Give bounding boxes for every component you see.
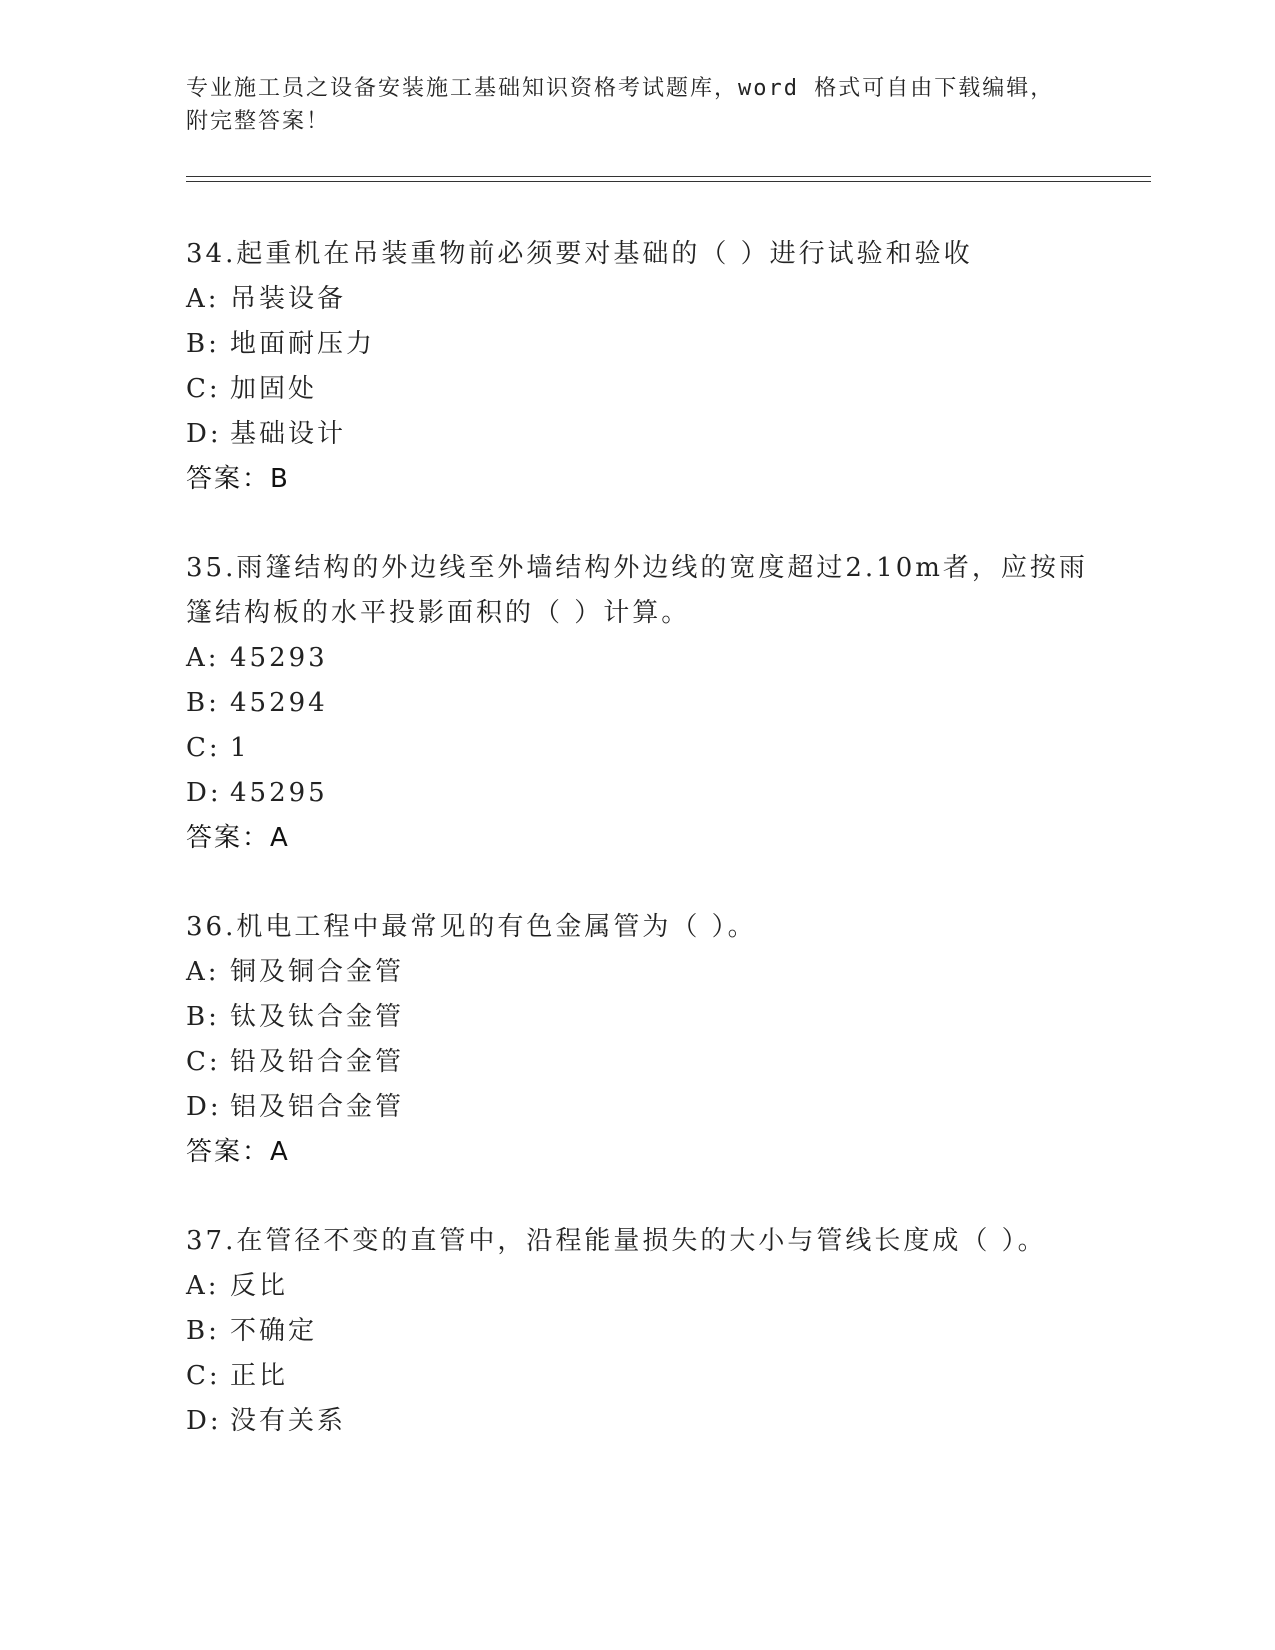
option-key: A: [186, 643, 220, 673]
option-c [186, 367, 1106, 412]
option-key: A: [186, 1271, 220, 1301]
option-key: B: [186, 688, 220, 718]
option-b [186, 995, 1106, 1040]
header-line-1: 专业施工员之设备安装施工基础知识资格考试题库，word 格式可自由下载编辑， [186, 76, 1055, 101]
answer-line: 答案：B [186, 464, 290, 494]
option-key: B: [186, 329, 220, 359]
option-d [186, 1085, 1106, 1130]
answer-line: 答案：A [186, 1137, 290, 1167]
question-list [186, 232, 1106, 1488]
header-divider-top [186, 176, 1151, 177]
option-key: C: [186, 733, 221, 763]
option-text: 45293 [230, 643, 328, 673]
option-text: 铅及铅合金管 [230, 1047, 405, 1077]
option-b [186, 322, 1106, 367]
option-key: C: [186, 1361, 221, 1391]
option-a [186, 277, 1106, 322]
header-divider-bottom [186, 181, 1151, 182]
option-key: B: [186, 1002, 220, 1032]
option-key: C: [186, 1047, 221, 1077]
option-text: 不确定 [230, 1316, 318, 1346]
document-header [186, 72, 1086, 138]
option-text: 钛及钛合金管 [230, 1002, 405, 1032]
option-c [186, 726, 1106, 771]
question-35 [186, 546, 1106, 861]
option-a [186, 950, 1106, 995]
question-stem: 37.在管径不变的直管中，沿程能量损失的大小与管线长度成（ ）。 [186, 1226, 1047, 1256]
question-34 [186, 232, 1106, 502]
option-a [186, 1264, 1106, 1309]
option-b [186, 1309, 1106, 1354]
option-key: D: [186, 1092, 222, 1122]
question-stem: 35.雨篷结构的外边线至外墙结构外边线的宽度超过2.10m者，应按雨篷结构板的水平投影面积的（ ）计算。 [186, 553, 1088, 628]
option-text: 铝及铝合金管 [230, 1092, 405, 1122]
option-text: 基础设计 [230, 419, 347, 449]
option-key: C: [186, 374, 221, 404]
option-d [186, 1399, 1106, 1444]
option-key: A: [186, 284, 220, 314]
option-text: 没有关系 [230, 1406, 347, 1436]
option-b [186, 681, 1106, 726]
option-text: 1 [230, 733, 250, 763]
option-key: B: [186, 1316, 220, 1346]
option-text: 45294 [230, 688, 328, 718]
option-text: 铜及铜合金管 [230, 957, 405, 987]
option-key: D: [186, 1406, 222, 1436]
option-d [186, 771, 1106, 816]
option-text: 地面耐压力 [230, 329, 376, 359]
option-d [186, 412, 1106, 457]
option-text: 反比 [230, 1271, 289, 1301]
option-key: D: [186, 778, 222, 808]
question-stem: 34.起重机在吊装重物前必须要对基础的（ ）进行试验和验收 [186, 239, 973, 269]
header-line-2: 附完整答案！ [186, 109, 331, 134]
option-text: 正比 [230, 1361, 289, 1391]
question-36 [186, 905, 1106, 1175]
question-stem: 36.机电工程中最常见的有色金属管为（ ）。 [186, 912, 757, 942]
option-key: A: [186, 957, 220, 987]
option-a [186, 636, 1106, 681]
option-text: 加固处 [230, 374, 318, 404]
option-text: 45295 [230, 778, 328, 808]
option-text: 吊装设备 [230, 284, 347, 314]
option-c [186, 1040, 1106, 1085]
option-key: D: [186, 419, 222, 449]
option-c [186, 1354, 1106, 1399]
answer-line: 答案：A [186, 823, 290, 853]
question-37 [186, 1219, 1106, 1444]
